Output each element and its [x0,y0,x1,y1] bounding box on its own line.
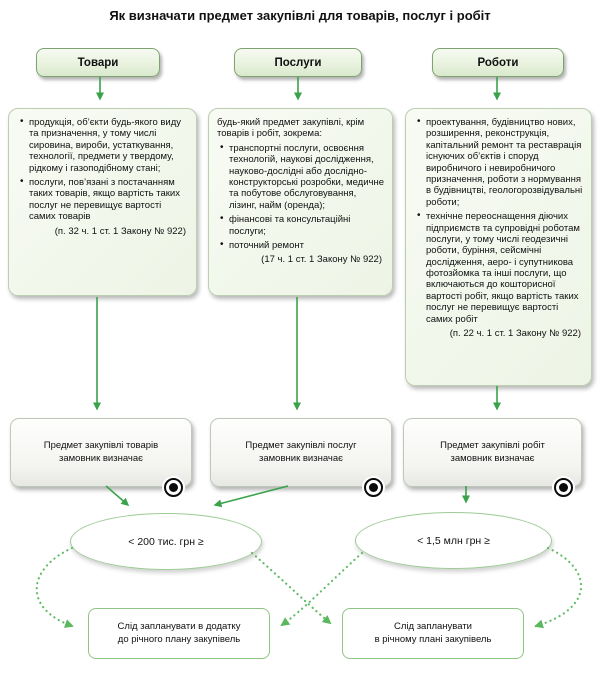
goods-bullet-list [15,117,189,223]
services-result-box [210,418,392,487]
dotted-arrow-200k-left-to-annex-icon [37,548,72,626]
header-works [432,48,564,77]
works-result-box [403,418,582,487]
services-bullet-1: • транспортні послуги, освоєння технологій, наукові дослідження, науково-дослідні або дослідно-конструкторські розробки, медичне та побутове обслуговування, лізинг, найм (оренда); [229,143,385,211]
services-bullet-2: • фінансові та консультаційні послуги; [229,214,385,237]
threshold-ellipse-200k [70,513,262,570]
goods-result-box [10,418,192,487]
header-goods [36,48,160,77]
outcome-annex-box [88,608,270,659]
works-bullet-1: • проектування, будівництво нових, розширення, реконструкція, капітальний ремонт та реставрація існуючих об’єктів і споруд виробничого і невиробничого призначення, роботи з нормування в будівництві, геологорозвідувальні роботи; [426,117,584,208]
goods-bullet-2: • послуги, пов’язані з постачанням таких товарів, якщо вартість таких послуг не перевищує вартості самих товарів [29,177,189,223]
arrow-goods-to-200k-icon [106,486,128,505]
bullseye-icon [164,478,183,497]
goods-definition-box [8,108,197,296]
outcome-annual-plan-line1: Слід запланувати [394,620,472,632]
services-definition-box [208,108,393,296]
diagram-title: Як визначати предмет закупівлі для товарів, послуг і робіт [109,8,491,23]
bullseye-icon [364,478,383,497]
outcome-annex-line1: Слід запланувати в додатку [117,620,241,632]
works-definition-box [405,108,592,386]
services-result-line2: замовник визначає [259,452,343,464]
header-services-label: Послуги [274,56,322,69]
header-services [234,48,362,77]
works-bullet-list [412,117,584,325]
services-law-citation: (17 ч. 1 ст. 1 Закону № 922) [261,254,382,266]
header-works-label: Роботи [477,56,519,69]
services-bullet-3: • поточний ремонт [229,240,385,251]
services-result-line1: Предмет закупівлі послуг [245,439,357,451]
dotted-arrow-1_5m-right-to-annual-icon [536,548,581,626]
goods-bullet-1: • продукція, об’єкти будь-якого виду та призначення, у тому числі сировина, вироби, устаткування, технології, предмети у твердому, рідкому і газоподібному стані; [29,117,189,174]
works-result-line1: Предмет закупівлі робіт [440,439,545,451]
works-result-line2: замовник визначає [450,452,535,464]
header-goods-label: Товари [77,56,119,69]
services-bullet-list [215,143,385,252]
threshold-ellipse-1_5m [355,512,552,569]
services-intro-text: будь-який предмет закупівлі, крім товарів і робіт, зокрема: [217,117,365,140]
outcome-annex-line2: до річного плану закупівель [117,633,241,645]
works-law-citation: (п. 22 ч. 1 ст. 1 Закону № 922) [449,328,581,340]
outcome-annual-plan-line2: в річному плані закупівель [374,633,492,645]
outcome-annual-plan-box [342,608,524,659]
arrow-services-to-200k-icon [215,486,288,505]
threshold-1_5m-label: < 1,5 млн грн ≥ [417,534,490,547]
goods-law-citation: (п. 32 ч. 1 ст. 1 Закону № 922) [54,225,186,237]
works-bullet-2: • технічне переоснащення діючих підприємств та супровідні роботам послуги, у тому числі геодезичні роботи, буріння, сейсмічні дослідження, аеро- і супутникова фотозйомка та інші послуги, що включаються до кошторисної вартості робіт, якщо вартість таких послуг не перевищує вартості самих робіт [426,211,584,325]
bullseye-icon [554,478,573,497]
goods-result-line1: Предмет закупівлі товарів [43,439,159,451]
goods-result-line2: замовник визначає [59,452,143,464]
threshold-200k-label: < 200 тис. грн ≥ [128,535,204,548]
